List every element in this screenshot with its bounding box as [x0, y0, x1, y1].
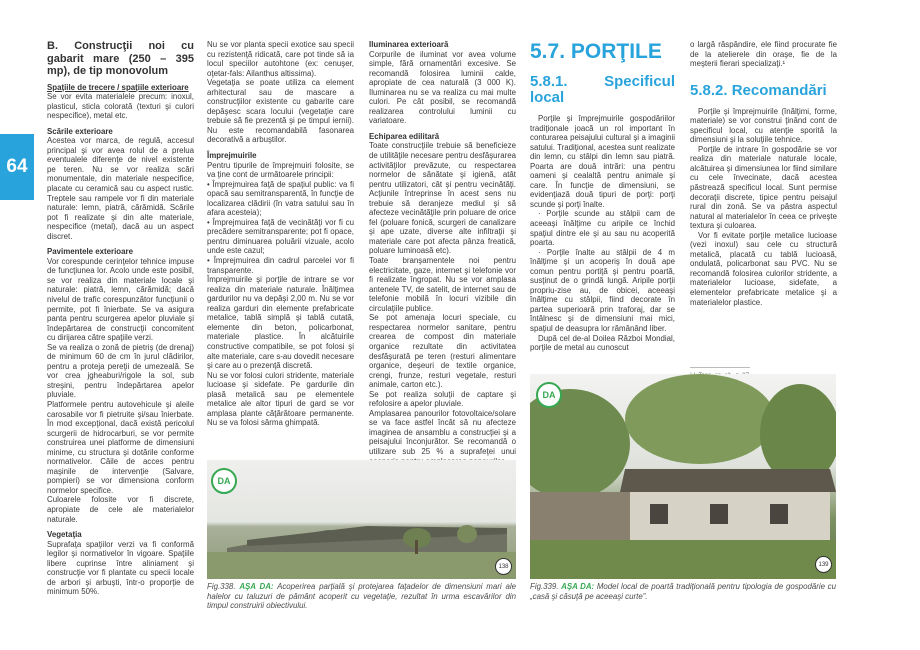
caption-approved-label: AŞA DA: [561, 582, 595, 591]
column-5 [690, 40, 837, 382]
paragraph: După cel de-al Doilea Război Mondial, porţile de metal au cunoscut [530, 333, 675, 353]
paragraph: Porţile şi împrejmuirile gospodăriilor tradiţionale joacă un rol important în conturarea peisajului cultural şi a imaginii satului. Tradiţional, acestea sunt realizate din lemn, cu stâlpi din lemn sau piatră. Poarta are două intrări: una pentru oameni şi cealaltă pentru animale şi care. În funcţie de dimensiuni, se evidenţiază două tipuri de porţi: porţi scunde şi porţi înalte. [530, 114, 675, 209]
subheading-exterior-spaces: Spaţiile de trecere / spaţiile exterioare [47, 82, 189, 92]
figure-caption-338 [207, 582, 516, 611]
figure-caption-339 [530, 582, 836, 601]
house-illustration [530, 374, 836, 579]
subsection-title: 5.8.1. Specificul local [530, 73, 675, 106]
paragraph: Porţile şi împrejmuirile (înălţimi, forme, materiale) se vor construi ţinând cont de specificul local, cu atenţie sporită la dimensiuni şi la soluţiile tehnice. [690, 106, 837, 145]
column-3 [369, 40, 516, 466]
paragraph: Porţile de intrare în gospodărie se vor realiza din materiale naturale locale, alcătuirea şi dimensiunea lor fiind similare cu cele învecinate, dacă acestea păstrează specificul local. Sunt permise decoraţii discrete, tipice pentru peisajul rural din zonă. Se va păstra aspectul natural al materialelor în ceea ce priveşte textura şi culoarea. [690, 144, 837, 231]
caption-text: Model local de poartă tradiţională pentru tipologia de gospodărie cu „casă şi căsuţă pe aceeaşi curte”. [530, 582, 836, 601]
caption-text: Acoperirea parţială şi protejarea faţadelor de dimensiuni mari ale halelor cu taluzuri de pământ acoperit cu vegetaţie, rezultat în urma escavărilor din timpul construirii obiectivului. [207, 582, 516, 610]
paragraph: Culoarele folosite vor fi discrete, apropiate de cele ale materialelor naturale. [47, 495, 194, 524]
paragraph: Vor fi evitate porţile metalice lucioase (vezi inoxul) sau cele cu structură metalică, placată cu tablă lucioasă, ondulată, policarbonat sau PVC. Nu se recomandă folosirea culorilor stridente, a materialelor lucioase, sidefate, a elementelor prefabricate metalice şi a materialelor plastice. [690, 230, 837, 307]
paragraph: · Porţile scunde au stâlpii cam de aceeaşi înălţime cu aripile ce închid spaţiul dintre ele şi au sau nu acoperită poarta. [530, 209, 675, 248]
photo-hall-with-earth-embankment [207, 460, 516, 579]
subsection-title: 5.8.2. Recomandări [690, 81, 827, 99]
subheading-lighting: Iluminarea exterioară [369, 40, 449, 49]
paragraph: Nu se vor planta specii exotice sau specii cu rezistenţă ridicată, care pot tinde să ia locul speciilor autohtone (ex: cenuşer, oţetar-fals: Ailanthus altissima). [207, 40, 354, 78]
paragraph: Se pot realiza soluţii de captare şi refolosire a apelor pluviale. [369, 389, 516, 409]
column-1 [47, 40, 194, 597]
figure-number-badge: 138 [495, 558, 512, 575]
paragraph: Împrejmuirile şi porţile de intrare se vor realiza din materiale naturale. Înălţimea gardurilor nu va depăşi 2,00 m. Nu se vor realiza garduri din elemente prefabricate metalice, tablă simplă şi tablă cutată, elemente din beton, policarbonat, materiale plastice. În alcătuirile constructive compatibile, se pot folosi şi alte materiale, care s-au dovedit necesare şi care au o prezenţă discretă. [207, 275, 354, 371]
caption-prefix: Fig.339. [530, 582, 562, 591]
paragraph: Amplasarea panourilor fotovoltaice/solare se va face astfel încât să nu afecteze imaginea de ansamblu a construcţiei şi a peisajului înconjurător. Se recomandă o utilizare sub 25 % a suprafeţei unui [369, 408, 516, 456]
paragraph: Pentru tipurile de împrejmuiri folosite, se va ţine cont de următoarele principii: [207, 160, 354, 180]
list-item: • Împrejmuirea din cadrul parcelei vor fi transparente. [207, 256, 354, 275]
paragraph: Acestea vor marca, de regulă, accesul principal şi vor avea rolul de a prelua eventualele diferenţe de nivel existente pe teren. Nu se vor realiza scări monumentale, din materiale nespecifice, placate cu ceramică sau cu aspect rustic. Treptele sau rampele vor fi din materiale naturale: lemn, piatră, cărămidă. Scările pot fi realizate şi din alte materiale, nespecifice (metal), dacă au un aspect discret. [47, 136, 194, 241]
subheading-stairs: Scările exterioare [47, 126, 113, 136]
paragraph: Vegetaţia se poate utiliza ca element arhitectural sau de mascare a construcţiilor existente cu gabarite care depăşesc scara locului (vegetaţie care trebuie să fie prezentă şi pe timpul iernii). Nu este recomandabilă fasonarea decorativă a arbuştilor. [207, 78, 354, 145]
paragraph: o largă răspândire, ele fiind procurate fie de la atelierele din oraşe, fie de la meşterii fierari specializaţi.¹ [690, 40, 837, 69]
column-4 [530, 40, 675, 353]
subheading-fences: Împrejmuirile [207, 151, 257, 161]
list-item: • Împrejmuirea faţă de vecinătăţi vor fi cu precădere semitransparente; pot fi opace, pentru diminuarea poluării vizuale, acolo unde este cazul; [207, 217, 354, 256]
caption-prefix: Fig.338. [207, 582, 240, 591]
paragraph: Se vor evita materialele precum: inoxul, plasticul, sticla colorată (texturi şi culori nespecifice), metal etc. [47, 92, 194, 121]
paragraph: Toate construcţiile trebuie să beneficieze de utilităţile necesare pentru desfăşurarea activităţilor prevăzute, cu respectarea normelor de sănătate şi igienă, atât pentru utilizatori, cât şi pentru vecinătăţi. Acţiunile întreprinse în acest sens nu trebuie să deranjeze mediul şi să afecteze vecinătăţile prin poluare de orice fel (poluare fonică, scurgeri de canalizare şi ape uzate, diverse alte infiltraţii şi materiale care pot afecta pânza freatică, poluare luminoasă etc). [369, 141, 516, 256]
paragraph: Nu se vor folosi culori stridente, materiale lucioase şi sidefate. Pe gardurile din plasă metalică sau pe elementele metalice ale altor tipuri de gard se vor amplasa plante căţărătoare permanente. Nu se va folosi sârma ghimpată. [207, 370, 354, 428]
embankment-illustration [207, 460, 516, 579]
paragraph: Suprafaţa spaţiilor verzi va fi conformă legilor şi normativelor în vigoare. Spaţiile libere cuprinse între aliniament şi construcţie vor fi plantate cu specii locale de arbori şi arbuşti, într-o proporţie de minimum 50%. [47, 539, 194, 597]
approved-badge: DA [211, 468, 237, 494]
list-item: • Împrejmuirea faţă de spaţiul public: va fi opacă sau semitransparentă, în funcţie de localizarea clădirii (în vatra satului sau în afara acesteia); [207, 179, 354, 218]
figure-number-badge: 139 [815, 556, 832, 573]
subheading-utilities: Echiparea edilitară [369, 131, 440, 141]
paragraph: Toate branşamentele noi pentru electricitate, gaze, internet şi telefonie vor fi realizate îngropat. Nu se vor amplasa antenele TV, de satelit, de internet sau de telefonie mobilă în locuri vizibile din circulaţiile publice. [369, 256, 516, 313]
section-heading: B. Construcţii noi cu gabarit mare (250 – 395 mp), de tip monovolum [47, 40, 194, 77]
paragraph: Vor corespunde cerinţelor tehnice impuse de funcţiunea lor. Acolo unde este posibil, se vor realiza din materiale locale şi naturale: piatră, lemn, cărămidă; dacă nivelul de trafic corespunzător funcţiunii o permite, pot fi înierbate. Se va asigura panta pentru scurgerea apelor pluviale şi îndepărtarea de construcţii concomitent cu dirijarea către spaţiile verzi. [47, 256, 194, 343]
paragraph: Se va realiza o zonă de pietriş (de drenaj) de minimum 60 de cm în jurul clădirilor, pentru a proteja pereţii de umezeală. Se vor crea jgheaburi/rigole la sol, sub streşini, pentru îndepărtarea apelor pluviale. [47, 342, 194, 400]
section-title: 5.7. PORŢILE [530, 40, 662, 63]
paragraph: Platformele pentru autovehicule şi aleile carosabile vor fi pietruite şi/sau înierbate. În mod excepţional, dacă există pericolul scurgerii de hidrocarburi, se vor permite construirea unei platforme de dimensiuni minime, cu structura şi dotările conforme normativelor. Căile de acces pentru maşinile de intervenţie (Salvare, pompieri) se vor dimensiona conform normelor specifice. [47, 400, 194, 495]
paragraph: · Porţile înalte au stâlpii de 4 m înălţime şi un acoperiş în două ape comun pentru portiţă şi pentru poartă, susţinut de o grindă lungă. Aripile porţii propriu-zise au, de obicei, aceeaşi înălţime cu stâlpii, fiind decorate în partea superioară prin traforaj, dar se întâlnesc şi de dimensiuni mai mici, spaţiul de deasupra lor rămânând liber. [530, 247, 675, 334]
subheading-vegetation: Vegetaţia [47, 530, 82, 540]
page-number: 64 [0, 134, 34, 200]
column-2 [207, 40, 354, 428]
approved-badge: DA [536, 382, 562, 408]
paragraph: Corpurile de iluminat vor avea volume simple, fără ornamentări excesive. Se recomandă folosirea luminii calde, apropiate de cea naturală (3 000 K). Iluminarea nu se va realiza cu mai multe culori. Pe cât posibil, se recomandă realizarea controlului luminii cu variatoare. [369, 49, 516, 126]
subheading-pavements: Pavimentele exterioare [47, 247, 133, 257]
photo-traditional-gate-house [530, 374, 836, 579]
paragraph: Se pot amenaja locuri speciale, cu respectarea normelor sanitare, pentru crearea de compost din materiale organice rezultate din activitatea desfăşurată pe teren (resturi alimentare organice, deşeuri de textile organice, crengi, frunze, resturi vegetale, resturi animale, carton etc.). [369, 313, 516, 390]
caption-approved-label: AŞA DA: [239, 582, 274, 591]
